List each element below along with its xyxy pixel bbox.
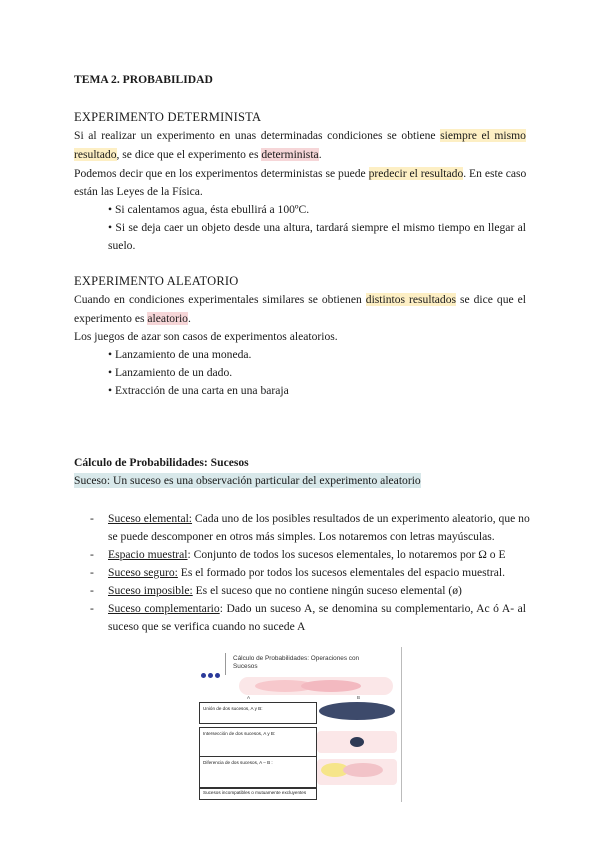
term-suceso-elemental: Suceso elemental:	[108, 512, 193, 525]
term-suceso-imposible: Suceso imposible:	[108, 584, 193, 597]
union-diagram	[319, 702, 395, 720]
suceso-elemental-line1: Suceso elemental: Cada uno de los posibles resultados de un experimento aleatorio, que no	[108, 512, 530, 525]
slide-right-border	[401, 647, 402, 802]
highlight-determinista: determinista	[261, 148, 319, 161]
suceso-complementario-line1: Suceso complementario: Dado un suceso A, se denomina su complementario, Ac ó A- al	[108, 602, 526, 615]
determinista-bullet-2-line1: • Si se deja caer un objeto desde una altura, tardará siempre el mismo tiempo en llegar al	[108, 221, 526, 234]
dash-3: -	[90, 566, 94, 579]
term-suceso-complementario: Suceso complementario	[108, 602, 220, 615]
slide-divider	[225, 653, 226, 675]
difference-box: Diferencia de dos sucesos, A – B :	[199, 756, 317, 788]
suceso-elemental-line2: se puede descomponer en otros más simples. Los notaremos con letras mayúsculas.	[108, 530, 495, 543]
slide-dots	[201, 665, 222, 683]
aleatorio-p1-line1: Cuando en condiciones experimentales similares se obtienen distintos resultados se dice que el	[74, 293, 526, 306]
incompatible-box: Sucesos incompatibles o mutuamente excluyentes	[199, 788, 317, 800]
aleatorio-bullet-3: • Extracción de una carta en una baraja	[108, 384, 289, 397]
sucesos-heading: Cálculo de Probabilidades: Sucesos	[74, 456, 249, 469]
aleatorio-heading: EXPERIMENTO ALEATORIO	[74, 274, 239, 288]
highlight-distintos: distintos resultados	[365, 293, 457, 306]
highlight-siempre: siempre el mismo	[440, 129, 526, 142]
determinista-p2-line1: Podemos decir que en los experimentos deterministas se puede predecir el resultado. En este caso	[74, 167, 527, 180]
determinista-bullet-1: • Si calentamos agua, ésta ebullirá a 100ºC.	[108, 203, 310, 216]
dash-4: -	[90, 584, 94, 597]
determinista-p1-line1: Si al realizar un experimento en unas determinadas condiciones se obtiene siempre el mismo	[74, 129, 526, 142]
highlight-resultado: resultado	[74, 148, 117, 161]
suceso-definition: Suceso: Un suceso es una observación particular del experimento aleatorio	[74, 474, 421, 487]
suceso-seguro: Suceso seguro: Es el formado por todos los sucesos elementales del espacio muestral.	[108, 566, 505, 579]
suceso-complementario-line2: suceso que se verifica cuando no sucede A	[108, 620, 306, 633]
page-title: TEMA 2. PROBABILIDAD	[74, 73, 213, 86]
suceso-imposible: Suceso imposible: Es el suceso que no contiene ningún suceso elemental (ø)	[108, 584, 462, 597]
determinista-p2-line2: están las Leyes de la Física.	[74, 185, 203, 198]
slide-title: Cálculo de Probabilidades: Operaciones con Sucesos	[233, 655, 360, 670]
intersection-diagram	[350, 737, 364, 747]
highlight-predecir: predecir el resultado	[368, 167, 464, 180]
intersection-box: Intersección de dos sucesos, A y B:	[199, 727, 317, 761]
aleatorio-p2: Los juegos de azar son casos de experimentos aleatorios.	[74, 330, 338, 343]
aleatorio-bullet-1: • Lanzamiento de una moneda.	[108, 348, 252, 361]
determinista-bullet-2-line2: suelo.	[108, 239, 136, 252]
ellipse-b-top	[301, 680, 361, 692]
aleatorio-p1-line2: experimento es aleatorio.	[74, 312, 191, 325]
difference-diagram-b	[343, 763, 383, 777]
determinista-heading: EXPERIMENTO DETERMINISTA	[74, 110, 262, 124]
label-a: A	[247, 695, 251, 700]
aleatorio-bullet-2: • Lanzamiento de un dado.	[108, 366, 233, 379]
term-suceso-seguro: Suceso seguro:	[108, 566, 178, 579]
union-box: Unión de dos sucesos, A y B:	[199, 702, 317, 724]
term-espacio-muestral: Espacio muestral	[108, 548, 188, 561]
determinista-p1-line2: resultado, se dice que el experimento es determinista.	[74, 148, 322, 161]
dash-1: -	[90, 512, 94, 525]
label-b: B	[357, 695, 361, 700]
espacio-muestral: Espacio muestral: Conjunto de todos los sucesos elementales, lo notaremos por Ω o E	[108, 548, 506, 561]
highlight-aleatorio: aleatorio	[147, 312, 188, 325]
dash-5: -	[90, 602, 94, 615]
slide-image	[197, 645, 403, 803]
dash-2: -	[90, 548, 94, 561]
